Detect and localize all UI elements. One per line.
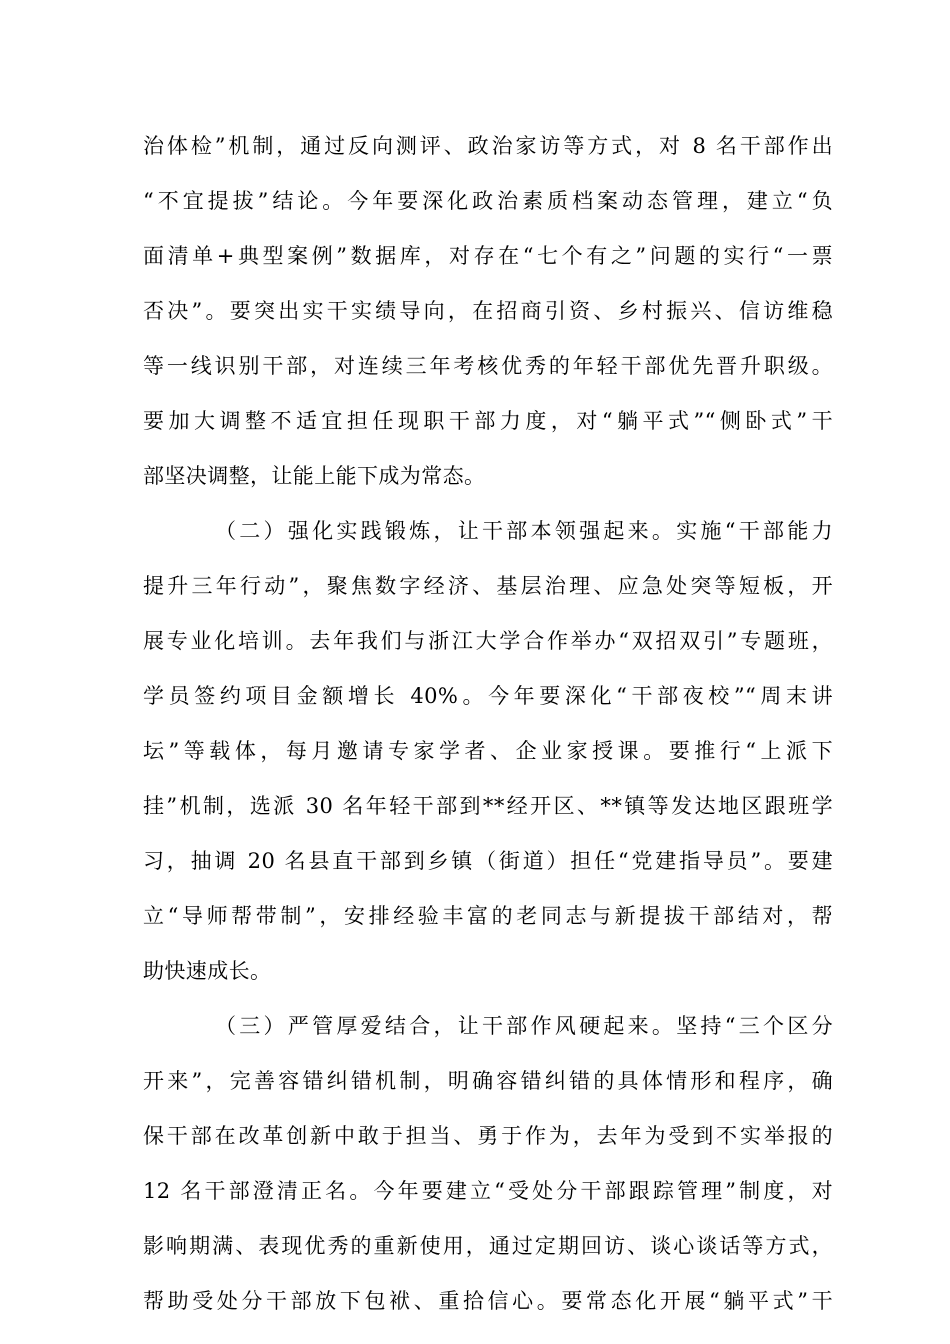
text-line: 否决”。要突出实干实绩导向，在招商引资、乡村振兴、信访维稳	[143, 299, 833, 323]
text-line: 12 名干部澄清正名。今年要建立“受处分干部跟踪管理”制度，对	[143, 1179, 833, 1203]
text-line: “不宜提拔”结论。今年要深化政治素质档案动态管理，建立“负	[143, 189, 833, 213]
text-line: 保干部在改革创新中敢于担当、勇于作为，去年为受到不实举报的	[143, 1124, 833, 1148]
text-line: 帮助受处分干部放下包袱、重拾信心。要常态化开展“躺平式”干	[143, 1289, 833, 1313]
text-line: 学员签约项目金额增长 40%。今年要深化“干部夜校”“周末讲	[143, 684, 833, 708]
text-line: 坛”等载体，每月邀请专家学者、企业家授课。要推行“上派下	[143, 739, 833, 763]
text-line: 展专业化培训。去年我们与浙江大学合作举办“双招双引”专题班，	[143, 629, 833, 653]
text-line: 等一线识别干部，对连续三年考核优秀的年轻干部优先晋升职级。	[143, 354, 833, 378]
text-line: 影响期满、表现优秀的重新使用，通过定期回访、谈心谈话等方式，	[143, 1234, 833, 1258]
section-heading-line: （二）强化实践锻炼，让干部本领强起来。实施“干部能力	[215, 519, 833, 543]
text-line: 挂”机制，选派 30 名年轻干部到**经开区、**镇等发达地区跟班学	[143, 794, 833, 818]
section-heading-line: （三）严管厚爱结合，让干部作风硬起来。坚持“三个区分	[215, 1014, 833, 1038]
text-line: 治体检”机制，通过反向测评、政治家访等方式，对 8 名干部作出	[143, 134, 833, 158]
text-line: 提升三年行动”，聚焦数字经济、基层治理、应急处突等短板，开	[143, 574, 833, 598]
text-line: 立“导师帮带制”，安排经验丰富的老同志与新提拔干部结对，帮	[143, 904, 833, 928]
text-line: 习，抽调 20 名县直干部到乡镇（街道）担任“党建指导员”。要建	[143, 849, 833, 873]
text-line: 要加大调整不适宜担任现职干部力度，对“躺平式”“侧卧式”干	[143, 409, 833, 433]
text-line: 部坚决调整，让能上能下成为常态。	[143, 464, 486, 488]
text-line: 面清单+典型案例”数据库，对存在“七个有之”问题的实行“一票	[143, 244, 833, 268]
text-line: 开来”，完善容错纠错机制，明确容错纠错的具体情形和程序，确	[143, 1069, 833, 1093]
text-line: 助快速成长。	[143, 959, 272, 983]
